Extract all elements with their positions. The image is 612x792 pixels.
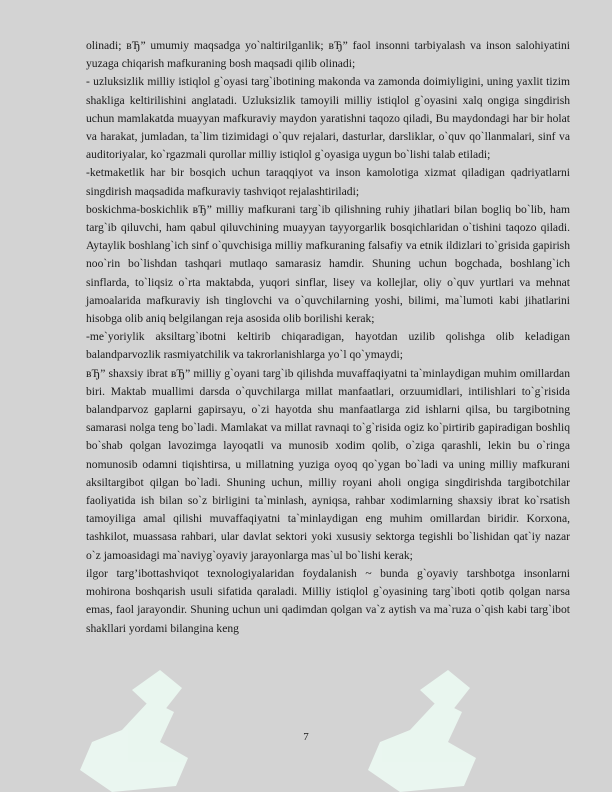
paragraph-5: -me`yoriylik aksiltarg`ibotni keltirib chiqaradigan, hayotdan uzilib qolishga olib keladigan balandparvozlik rasmiyatchilik va takrorlanishlarga yo`l qo`ymaydi; <box>86 330 570 362</box>
paragraph-4: boskichma-boskichlik вЂ” milliy mafkurani targ`ib qilishning ruhiy jihatlari bilan bogliq bo`lib, ham targ`ib qiluvchi, ham qabul qiluvchining muayyan tayyorgarlik bosqichlaridan o`tishini taqozo qiladi. Aytaylik boshlang`ich sinf o`quvchisiga milliy mafkuraning falsafiy va etnik ildizlari to`grisida gapirish noo`rin bo`lishdan tashqari mutlaqo samarasiz hamdir. Shuning uchun bogchada, boshlang`ich sinflarda, to`liqsiz o`rta maktabda, yuqori sinflar, lisey va kollejlar, oliy o`quv yurtlari va mehnat jamoalarida mafkuraviy ish tinglovchi va o`quvchilarning yoshi, bilimi, ma`lumoti kabi jihatlarini hisobga olib aniq belgilangan reja asosida olib borilishi kerak; <box>86 202 570 326</box>
body-text <box>86 37 570 638</box>
paragraph-3: -ketmaketlik har bir bosqich uchun taraqqiyot va inson kamolotiga xizmat qiladigan qadriyatlarni singdirish maqsadida mafkuraviy tashviqot rejalashtiriladi; <box>86 166 570 198</box>
paragraph-7: ilgor targ’ibottashviqot texnologiyalaridan foydalanish ~ bunda g`oyaviy tarshbotga insonlarni mohirona boshqarish usuli sifatida qaraladi. Milliy istiqlol g`oyasining targ`iboti qotib qolgan narsa emas, faol jarayondir. Shuning uchun uni qadimdan qolgan va`z aytish va ma`ruza o`qish kabi targ`ibot shakllari yordami bilangina keng <box>86 566 570 635</box>
page-number: 7 <box>303 731 309 743</box>
paragraph-6: вЂ” shaxsiy ibrat вЂ” milliy g`oyani targ`ib qilishda muvaffaqiyatni ta`minlaydigan muhim omillardan biri. Maktab muallimi darsda o`quvchilarga millat manfaatlari, orzuumidlari, intilishlari to`g`risida balandparvoz gaplarni gapirsayu, o`zi hayotda shu manfaatlarga zid ishlarni qilsa, bu targibotning samarasi nolga teng bo`ladi. Mamlakat va millat ravnaqi to`g`risida ogiz ko`pirtirib gapiradigan boshliq bo`shab qolgan lavozimga layoqatli va munosib xodim qolib, o`ziga qarashli, lekin bu o`ringa nomunosib odamni tiqishtirsa, u millatning yuziga oyoq qo`ygan bo`ladi va uning milliy mafkurani aksiltargibot qilgan bo`ladi. Shuning uchun, milliy royani aholi ongiga singdirishda targibotchilar faoliyatida ish bilan so`z birligini ta`minlash, ayniqsa, rahbar xodimlarning shaxsiy ibrat ko`rsatish tamoyiliga amal qilishi muvaffaqiyatni ta`minlaydigan eng muhim omillardan biridir. Korxona, tashkilot, muassasa rahbari, ular davlat sektori yoki xususiy sektorga tegishli bo`lishidan qat`iy nazar o`z jamoasidagi ma`naviyg`oyaviy jarayonlarga mas`ul bo`lishi kerak; <box>86 366 570 562</box>
paragraph-2: - uzluksizlik milliy istiqlol g`oyasi targ`ibotining makonda va zamonda doimiyligini, uning yaxlit tizim shakliga keltirilishini anglatadi. Uzluksizlik tamoyili milliy istiqlol g`oyasini xalq ongiga singdirish uchun mamlakatda muayyan mafkuraviy maydon yaratishni taqozo qiladi, Bu maydondagi har bir holat va harakat, jumladan, ta`lim tizimidagi o`quv rejalari, dasturlar, darsliklar, o`quv qo`llanmalari, sinf va auditoriyalar, ko`rgazmali qurollar milliy istiqlol g`oyasiga uygun bo`lishi talab etiladi; <box>86 75 570 162</box>
paragraph-1: olinadi; вЂ” umumiy maqsadga yo`naltirilganlik; вЂ” faol insonni tarbiyalash va inson salohiyatini yuzaga chiqarish mafkuraning bosh maqsadi qilib olinadi; <box>86 39 570 71</box>
